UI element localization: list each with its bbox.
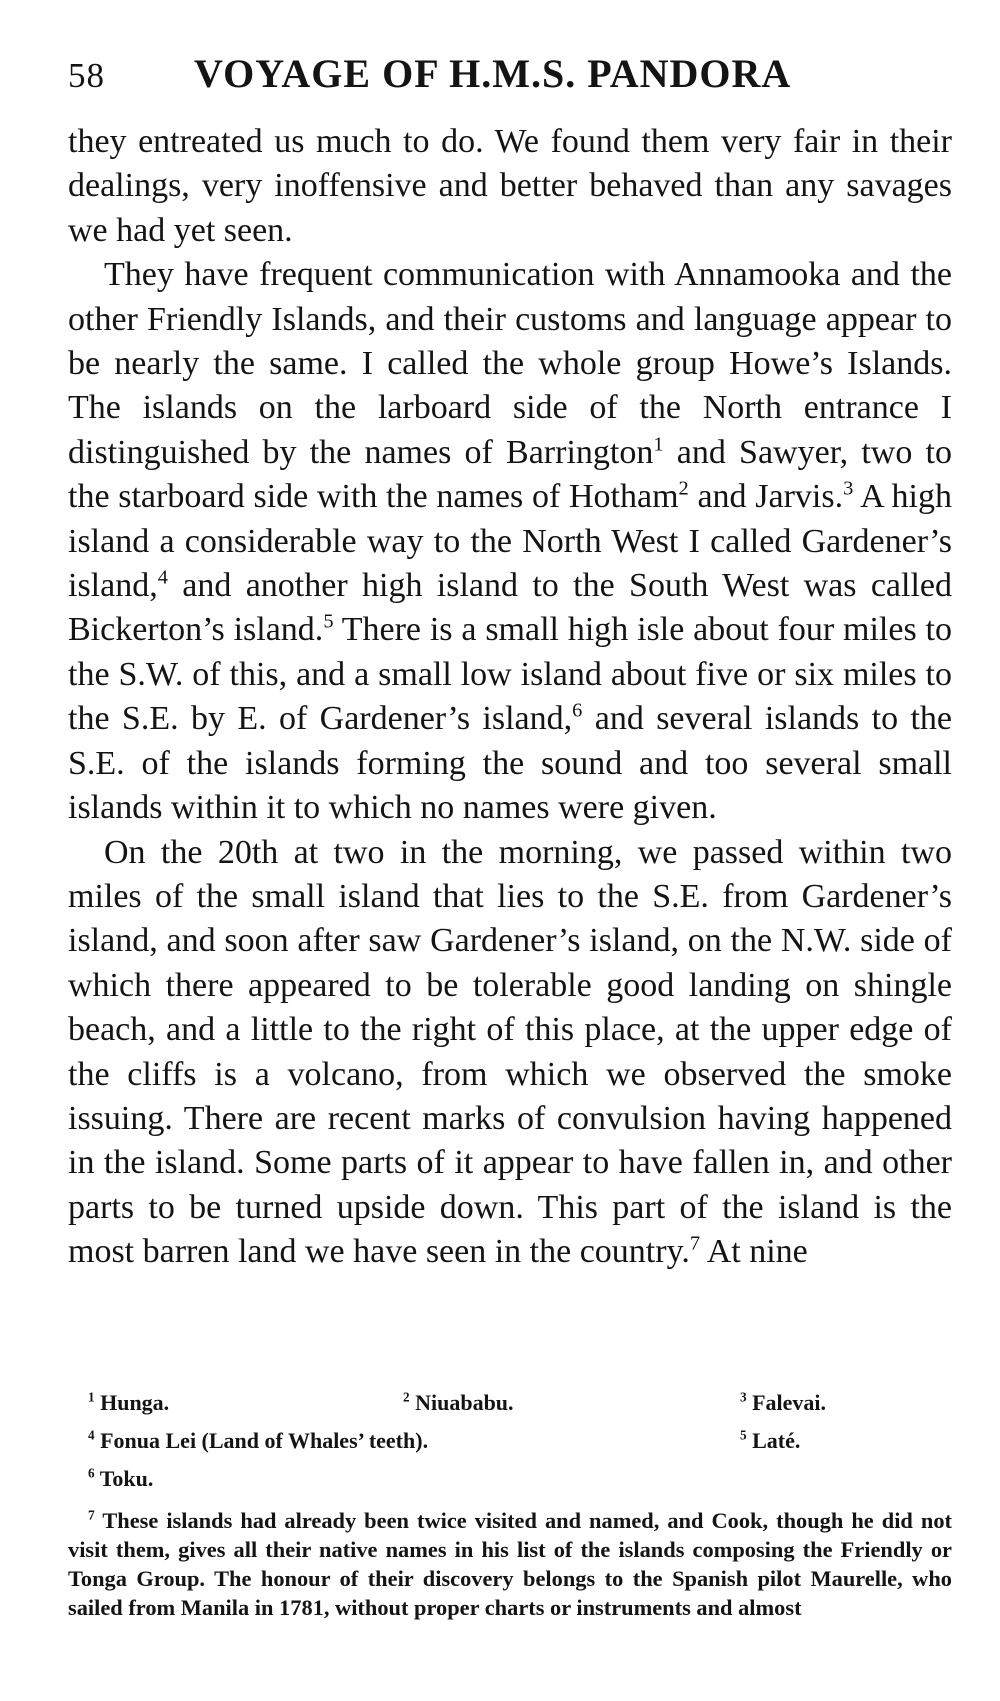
footnote-row	[68, 1388, 952, 1426]
footnote-number: 1	[88, 1389, 95, 1405]
footnote-text: Niuababu.	[409, 1390, 514, 1415]
footnote-text: Falevai.	[746, 1390, 827, 1415]
footnote-text: Laté.	[746, 1428, 801, 1453]
paragraph-3-text: At nine	[700, 1233, 808, 1271]
footnote-ref-7[interactable]: 7	[689, 1232, 701, 1255]
paragraph-3-text: On the 20th at two in the morning, we passed within two miles of the small island that lies to the S.E. from Gardener’s island, and soon after saw Gardener’s island, on the N.W. side of which there appeared to be tolerable good landing on shingle beach, and a little to the right of this place, at the upper edge of the cliffs is a volcano, from which we observed the smoke issuing. There are recent marks of convulsion having happened in the island. Some parts of it appear to have fallen in, and other parts to be turned upside down. This part of the island is the most barren land we have seen in the country.	[68, 833, 952, 1271]
footnote-ref-4[interactable]: 4	[157, 566, 168, 589]
footnote-6	[88, 1464, 153, 1493]
footnote-number: 7	[88, 1507, 95, 1523]
footnote-text: Hunga.	[94, 1390, 170, 1415]
paragraph-2-text: A high island a considerable way to the North West I called Gardener’s island,	[68, 478, 952, 605]
page-header	[68, 50, 948, 100]
footnote-text: Fonua Lei (Land of Whales’ teeth).	[94, 1428, 429, 1453]
paragraph-1: they entreated us much to do. We found them very fair in their dealings, very inoffensive and better behaved than any savages we had yet seen.	[68, 123, 952, 249]
paragraph-2	[68, 253, 952, 830]
footnote-row	[68, 1464, 952, 1502]
footnotes	[68, 1388, 952, 1622]
footnote-number: 4	[88, 1427, 95, 1443]
body-text	[68, 120, 952, 1275]
footnote-text: Toku.	[94, 1466, 154, 1491]
footnote-5	[740, 1426, 800, 1455]
footnote-7	[68, 1506, 952, 1622]
page-number: 58	[68, 56, 105, 95]
paragraph-2-text: and Sawyer, two to the starboard side with the names of Hotham	[68, 433, 952, 516]
footnote-ref-6[interactable]: 6	[572, 699, 583, 722]
paragraph-2-text: and another high island to the South West was called Bickerton’s island.	[68, 567, 952, 649]
footnote-3	[740, 1388, 826, 1417]
paragraph-2-text: They have frequent communication with Annamooka and the other Friendly Islands, and their customs and language appear to be nearly the same. I called the whole group Howe’s Islands. The islands on the larboard side of the North entrance I distinguished by the names of Barrington	[68, 256, 952, 471]
paragraph-2-text: There is a small high isle about four miles to the S.W. of this, and a small low island about five or six miles to the S.E. by E. of Gardener’s island,	[68, 611, 952, 738]
footnote-number: 5	[740, 1427, 747, 1443]
footnote-ref-3[interactable]: 3	[843, 477, 854, 500]
footnote-row	[68, 1426, 952, 1464]
running-title: VOYAGE OF H.M.S. PANDORA	[194, 51, 792, 96]
footnote-number: 3	[740, 1389, 747, 1405]
footnote-text: These islands had already been twice visited and named, and Cook, though he did not visit them, gives all their native names in his list of the islands composing the Friendly or Tonga Group. The honour of their discovery belongs to the Spanish pilot Maurelle, who sailed from Manila in 1781, without proper charts or instruments and almost	[68, 1508, 952, 1620]
footnote-1	[88, 1388, 169, 1417]
footnote-ref-2[interactable]: 2	[678, 477, 689, 500]
paragraph-2-text: and several islands to the S.E. of the islands forming the sound and too several small islands within it to which no names were given.	[68, 700, 952, 827]
footnote-ref-5[interactable]: 5	[323, 611, 334, 634]
footnote-4	[88, 1426, 428, 1455]
footnote-number: 6	[88, 1465, 95, 1481]
footnote-number: 2	[403, 1389, 410, 1405]
paragraph-3	[68, 831, 952, 1275]
footnote-ref-1[interactable]: 1	[653, 433, 664, 456]
footnote-2	[403, 1388, 514, 1417]
paragraph-2-text: and Jarvis.	[688, 478, 844, 516]
